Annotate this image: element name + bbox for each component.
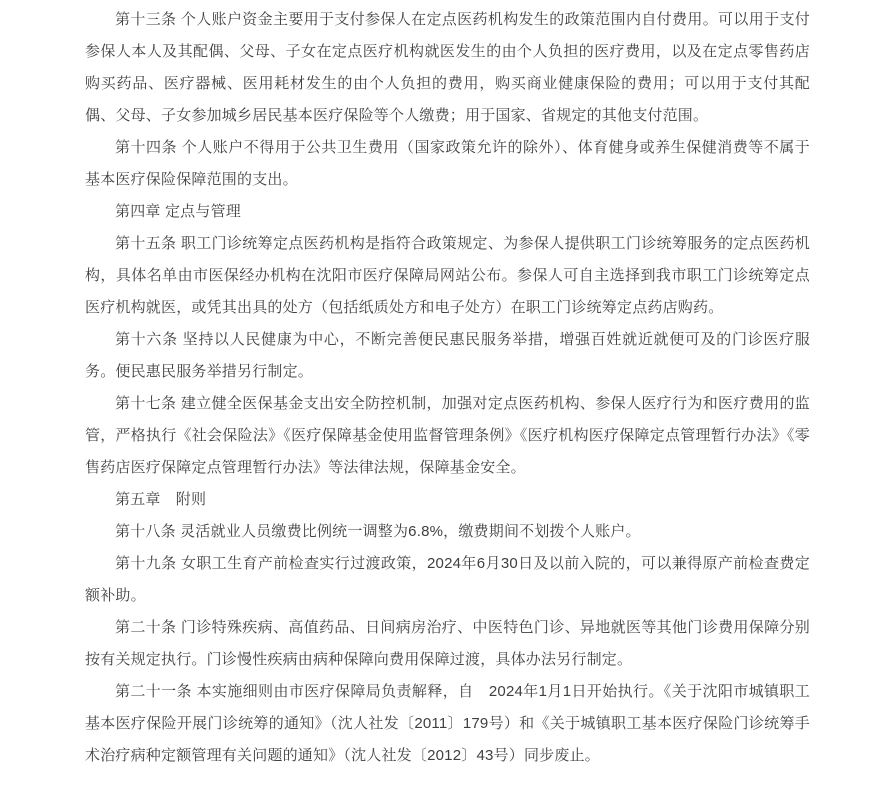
paragraph-article-19: 第十九条 女职工生育产前检查实行过渡政策，2024年6月30日及以前入院的，可以兼得原产前检查费定额补助。 <box>85 555 810 604</box>
document-body <box>85 4 810 772</box>
paragraph-article-18: 第十八条 灵活就业人员缴费比例统一调整为6.8%，缴费期间不划拨个人账户。 <box>115 523 641 540</box>
chapter-5-heading: 第五章 附则 <box>115 491 207 508</box>
paragraph-article-16: 第十六条 坚持以人民健康为中心，不断完善便民惠民服务举措，增强百姓就近就便可及的门诊医疗服务。便民惠民服务举措另行制定。 <box>85 331 810 380</box>
chapter-4-heading: 第四章 定点与管理 <box>115 203 241 220</box>
paragraph-article-17: 第十七条 建立健全医保基金支出安全防控机制，加强对定点医药机构、参保人医疗行为和医疗费用的监管，严格执行《社会保险法》《医疗保障基金使用监督管理条例》《医疗机构医疗保障定点管理暂行办法》《零售药店医疗保障定点管理暂行办法》等法律法规，保障基金安全。 <box>85 395 810 476</box>
paragraph-article-14: 第十四条 个人账户不得用于公共卫生费用（国家政策允许的除外）、体育健身或养生保健消费等不属于基本医疗保险保障范围的支出。 <box>85 139 810 188</box>
paragraph-article-13: 第十三条 个人账户资金主要用于支付参保人在定点医药机构发生的政策范围内自付费用。可以用于支付参保人本人及其配偶、父母、子女在定点医疗机构就医发生的由个人负担的医疗费用，以及在定点零售药店购买药品、医疗器械、医用耗材发生的由个人负担的费用，购买商业健康保险的费用；可以用于支付其配偶、父母、子女参加城乡居民基本医疗保险等个人缴费；用于国家、省规定的其他支付范围。 <box>85 11 810 124</box>
paragraph-article-20: 第二十条 门诊特殊疾病、高值药品、日间病房治疗、中医特色门诊、异地就医等其他门诊费用保障分别按有关规定执行。门诊慢性疾病由病种保障向费用保障过渡，具体办法另行制定。 <box>85 619 810 668</box>
paragraph-article-21: 第二十一条 本实施细则由市医疗保障局负责解释，自 2024年1月1日开始执行。《关于沈阳市城镇职工基本医疗保险开展门诊统筹的通知》（沈人社发〔2011〕179号）和《关于城镇职工基本医疗保险门诊统筹手术治疗病种定额管理有关问题的通知》（沈人社发〔2012〕43号）同步废止。 <box>85 683 810 764</box>
paragraph-article-15: 第十五条 职工门诊统筹定点医药机构是指符合政策规定、为参保人提供职工门诊统筹服务的定点医药机构，具体名单由市医保经办机构在沈阳市医疗保障局网站公布。参保人可自主选择到我市职工门诊统筹定点医疗机构就医，或凭其出具的处方（包括纸质处方和电子处方）在职工门诊统筹定点药店购药。 <box>85 235 810 316</box>
